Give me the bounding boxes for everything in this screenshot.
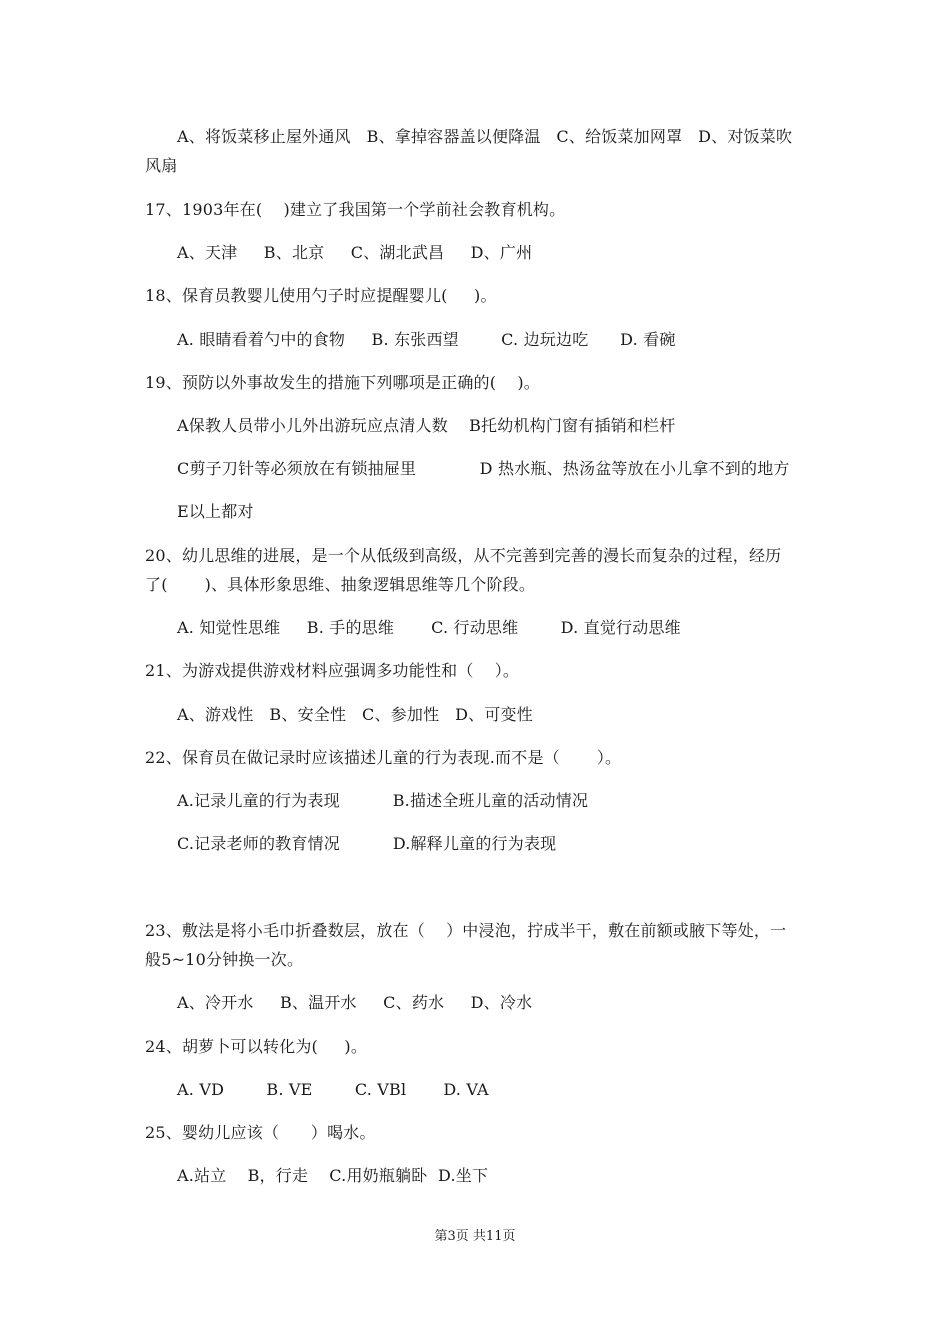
question-20-line2: 了( )、具体形象思维、抽象逻辑思维等几个阶段。 (145, 575, 536, 594)
q19-option-e: E以上都对 (177, 502, 254, 521)
page-footer: 第3页 共11页 (434, 1229, 516, 1244)
q21-options: A、游戏性 B、安全性 C、参加性 D、可变性 (177, 705, 533, 724)
question-17: 17、1903年在( )建立了我国第一个学前社会教育机构。 (145, 200, 566, 219)
q19-options-ab: A保教人员带小儿外出游玩应点清人数 B托幼机构门窗有插销和栏杆 (177, 416, 676, 435)
q19-options-cd: C剪子刀针等必须放在有锁抽屉里 D 热水瓶、热汤盆等放在小儿拿不到的地方 (177, 459, 790, 478)
question-24: 24、胡萝卜可以转化为( )。 (145, 1037, 368, 1056)
q18-options: A. 眼睛看着勺中的食物 B. 东张西望 C. 边玩边吃 D. 看碗 (177, 330, 676, 349)
question-23-line1: 23、敷法是将小毛巾折叠数层，放在（ ）中浸泡，拧成半干，敷在前额或腋下等处，一 (145, 921, 787, 940)
q25-options: A.站立 B，行走 C.用奶瓶躺卧 D.坐下 (177, 1166, 489, 1185)
question-19: 19、预防以外事故发生的措施下列哪项是正确的( )。 (145, 373, 540, 392)
q24-options: A. VD B. VE C. VBl D. VA (177, 1080, 489, 1099)
question-21: 21、为游戏提供游戏材料应强调多功能性和（ ）。 (145, 661, 520, 680)
q16-options-line1: A、将饭菜移止屋外通风 B、拿掉容器盖以便降温 C、给饭菜加网罩 D、对饭菜吹 (177, 127, 793, 146)
question-25: 25、婴幼儿应该（ ）喝水。 (145, 1123, 376, 1142)
question-20-line1: 20、幼儿思维的进展，是一个从低级到高级，从不完善到完善的漫长而复杂的过程，经历 (145, 546, 782, 565)
q20-options: A. 知觉性思维 B. 手的思维 C. 行动思维 D. 直觉行动思维 (177, 618, 681, 637)
question-22: 22、保育员在做记录时应该描述儿童的行为表现.而不是（ ）。 (145, 748, 622, 767)
q23-options: A、冷开水 B、温开水 C、药水 D、冷水 (177, 993, 533, 1012)
q17-options: A、天津 B、北京 C、湖北武昌 D、广州 (177, 243, 533, 262)
q22-options-ab: A.记录儿童的行为表现 B.描述全班儿童的活动情况 (177, 791, 589, 810)
q16-options-line2: 风扇 (145, 156, 178, 175)
question-18: 18、保育员教婴儿使用勺子时应提醒婴儿( )。 (145, 286, 497, 305)
q22-options-cd: C.记录老师的教育情况 D.解释儿童的行为表现 (177, 834, 557, 853)
question-23-line2: 般5~10分钟换一次。 (145, 950, 304, 969)
